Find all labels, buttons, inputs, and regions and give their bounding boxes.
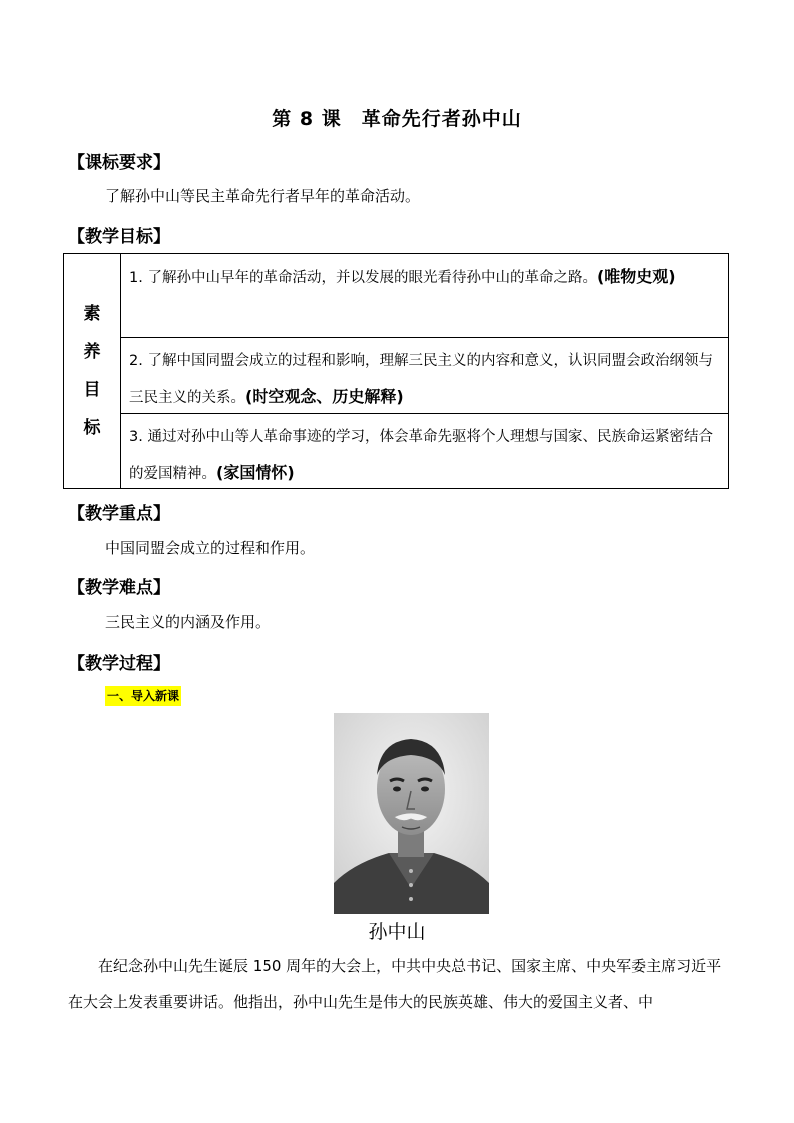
key-points-text: 中国同盟会成立的过程和作用。: [105, 539, 316, 557]
section-objectives-heading: 【教学目标】: [68, 227, 170, 247]
section-key-points-heading: 【教学重点】: [68, 504, 170, 524]
section-standard-heading: 【课标要求】: [68, 153, 170, 173]
objective-row: [121, 338, 728, 414]
objective-tag: (时空观念、历史解释): [245, 387, 404, 406]
section-process-heading: 【教学过程】: [68, 654, 170, 674]
objective-text: 2. 了解中国同盟会成立的过程和影响，理解三民主义的内容和意义，认识同盟会政治纲领与三民主义的关系。: [129, 353, 713, 406]
objective-tag: (唯物史观): [596, 267, 676, 286]
standard-text: 了解孙中山等民主革命先行者早年的革命活动。: [105, 187, 421, 205]
objectives-table: [63, 253, 729, 489]
difficulties-text: 三民主义的内涵及作用。: [105, 613, 271, 631]
objectives-label-char: 目: [83, 380, 101, 400]
lesson-title: 第 8 课 革命先行者孙中山: [272, 108, 522, 130]
section-difficulties-heading: 【教学难点】: [68, 578, 170, 598]
objectives-label-char: 素: [83, 304, 101, 324]
objectives-label-cell: [64, 254, 121, 488]
objective-text: 3. 通过对孙中山等人革命事迹的学习，体会革命先驱将个人理想与国家、民族命运紧密结合的爱国精神。: [129, 429, 713, 482]
objective-tag: (家国情怀): [216, 463, 295, 482]
photo-caption: 孙中山: [368, 921, 426, 943]
objectives-label-char: 标: [83, 418, 101, 438]
intro-heading-highlight: 一、导入新课: [105, 686, 181, 706]
sun-yat-sen-portrait: [334, 713, 489, 914]
objective-row: [121, 254, 728, 338]
body-paragraph: 在纪念孙中山先生诞辰 150 周年的大会上，中共中央总书记、国家主席、中央军委主席习近平在大会上发表重要讲话。他指出，孙中山先生是伟大的民族英雄、伟大的爱国主义者、中: [68, 957, 722, 1011]
objectives-label-char: 养: [83, 342, 101, 362]
objective-text: 1. 了解孙中山早年的革命活动，并以发展的眼光看待孙中山的革命之路。: [129, 270, 597, 286]
objective-row: [121, 414, 728, 488]
